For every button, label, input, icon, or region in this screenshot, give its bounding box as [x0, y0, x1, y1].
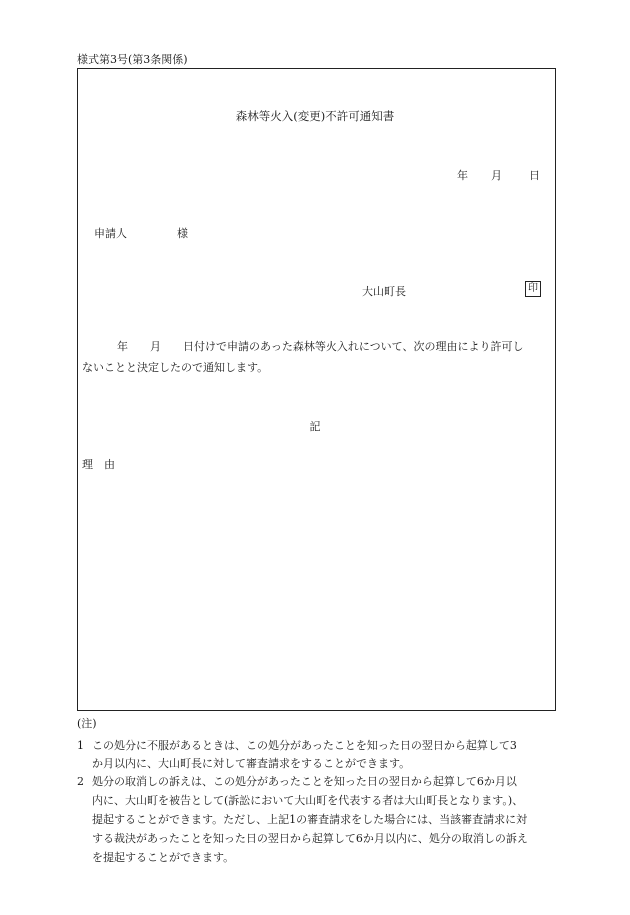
applicant-line — [94, 225, 188, 241]
body-text-line-2: ないことと決定したので通知します。 — [82, 361, 269, 374]
date-line — [457, 167, 540, 183]
ki-heading: 記 — [309, 420, 321, 433]
document-title: 森林等火入(変更)不許可通知書 — [235, 109, 395, 123]
note-text: 処分の取消しの訴えは、この処分があったことを知った日の翌日から起算して6か月以 — [92, 775, 517, 788]
issuer-name: 大山町長 — [362, 285, 406, 298]
applicant-label: 申請人 — [94, 227, 127, 240]
note-number: 2 — [77, 775, 84, 788]
form-number-label: 様式第3号(第3条関係) — [77, 53, 188, 66]
reason-label: 理 由 — [82, 458, 115, 471]
note-1-line-2: か月以内に、大山町長に対して審査請求をすることができます。 — [92, 757, 411, 770]
note-2-line-2: 内に、大山町を被告として(訴訟において大山町を代表する者は大山町長となります。)、 — [92, 794, 524, 807]
note-2-line-3: 提起することができます。ただし、上記1の審査請求をした場合には、当該審査請求に対 — [92, 813, 528, 826]
date-day: 日 — [529, 169, 540, 182]
note-number: 1 — [77, 739, 84, 752]
applicant-honorific: 様 — [177, 227, 188, 240]
notes-heading: (注) — [77, 717, 97, 730]
note-text: この処分に不服があるときは、この処分があったことを知った日の翌日から起算して3 — [92, 739, 517, 752]
body-text-line-1: 年 月 日付けで申請のあった森林等火入れについて、次の理由により許可し — [117, 340, 524, 353]
note-1-line-1 — [77, 737, 517, 753]
note-2-line-4: する裁決があったことを知った日の翌日から起算して6か月以内に、処分の取消しの訴え — [92, 832, 528, 845]
date-month: 月 — [491, 169, 502, 182]
date-year: 年 — [457, 169, 468, 182]
seal-box: 印 — [525, 281, 541, 297]
document-frame — [77, 68, 556, 711]
note-2-line-1 — [77, 773, 517, 789]
note-2-line-5: を提起することができます。 — [92, 851, 235, 864]
